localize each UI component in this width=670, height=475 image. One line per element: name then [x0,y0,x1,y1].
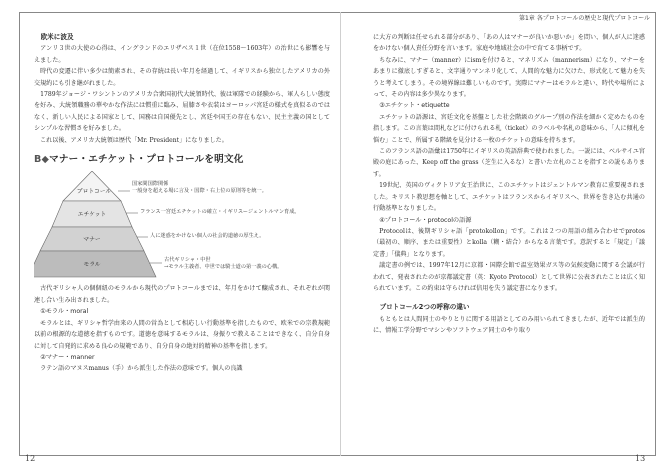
tier-label-moral: モラル [83,262,101,269]
tier-label-etiquette: エチケット [77,212,107,219]
paragraph: エチケットの語源は、宮廷文化を基盤とした社会階級のグループ別の作法を細かく定めたものを指します。この言葉は間札などに付けられる札（ticket）のラベルや名札の意味から、「人に傾札を悩む」ことで、所属する階級を見分ける一枚のチケットの意味を持ちます。 [373,113,645,144]
pyramid-diagram [34,171,330,279]
tier-label-manner: マナー [83,237,101,244]
section-title-text: マナー・エチケット・プロトコールを明文化 [49,154,244,166]
subheading-manner: ②マナー・manner [40,353,95,361]
paragraph: 議定書の例では、1997年12月に京都・国際会館で温室効果ガス等の気候変動に関する会議が行われて、発表されたのが京都議定書（英：Kyoto Protocol）として世界に公表されたことは広く知られています。この約束は守らければ信用を失う議定書になります。 [373,262,645,292]
tier-note-moral: 古代ギリシャ・中世 →モラル主義者、中世では騎士道の第一義の心構。 [164,257,283,271]
subheading-protocol: ④プロトコール・protocolの語源 [379,216,472,224]
paragraph: もともとは人間同士のやりとりに関する用語としてのみ用いられてきましたが、近年では派生的に、情報工学分野でマシンやソフトウェア同士のやり取り [373,315,645,335]
paragraph: モラルとは、ギリシャ哲学由来の人間の営為として相応しい行動基準を指したもので、欧米での宗教規範以前の根源的な道徳を指すものです。道徳を意味するモラルは、身振りで教えることはできなく、自分自身に対して自発的に求める良心の規範であり、自分自身の絶対的精神の基準を指します。 [34,319,330,350]
heading-two-names: プロトコール2つの呼称の違い [379,303,470,312]
right-page [373,32,645,337]
tier-label-protocol: プロトコール [76,189,112,196]
paragraph: これ以後、アメリカ大統領は歴代「Mr. President」になりました。 [40,136,228,144]
page-number-right: 13 [635,454,646,463]
heading-europe: 欧米に波及 [40,33,74,41]
paragraph: 1789年ジョージ・ワシントンのアメリカ合衆国初代大統領時代、彼は軍隊での経験から、軍人らしい態度を好み、大統領職務の華やかな作法には慣重に臨み、屈膝さや衣装はヨーロッパ宮廷の様式を真似るのではなく、新しい人民による国家として、国務は自国優先とし、宮廷や国王の存在もない、民主主義の国としてシンプルな習慣さを好みました。 [34,91,330,133]
paragraph: Protocolは、後期ギリシャ語「protokollon」です。これは２つの用語の組み合わせでprotos（最初の、順序、または重要性）とkolla（糊・結合）からなる言葉です。意訳すると「規定」「議定書」「儀典」となります。 [373,227,645,258]
paragraph: に大方の判断は任せられる部分があり、「あの人はマナーが良いか悪いか」を問い、個人が人に迷惑をかけない個人責任分野を言います。家庭や地域社会の中で育てる事柄です。 [373,34,645,53]
subheading-moral: ①モラル・moral [40,308,89,316]
paragraph: ちなみに、マナー（manner）にismを付けると、マネリズム（mannerism）になり、マナーをあまりに徹底しすぎると、文字通りマンネリ化して、人間的な魅力に欠けた、形式化して魅力を失うと考えてしまう。その境界線は難しいものです。実際にマナーはモラルと違い、時代や場所によって、その内容は多少異なります。 [373,56,645,99]
section-title [34,154,330,165]
left-page [34,32,330,375]
tier-note-protocol: 国家間国際関係 一般身を超える場に言及・国際・右上位の原則等を統一。 [132,181,267,195]
running-header: 第1章 各プロトコールの歴史と現代プロトコール [518,15,650,22]
subheading-etiquette: ③エチケット・etiquette [379,102,450,110]
page-number-left: 12 [25,454,36,463]
paragraph: ラテン語のマヌスmanus（手）から派生した作法の意味です。個人の良識 [40,365,243,373]
paragraph: アンリ３世の大使の心得は、イングランドのエリザベス１世（在位1558～1603年）の治世にも影響を与えました。 [34,45,330,64]
paragraph: 古代ギリシャ人の個個紐のモラルから現代のプロトコールまでは、年月をかけて醸成され、それぞれが関連し合い生み出されました。 [34,285,330,304]
tier-note-manner: 人に迷惑をかけない個人の社会的道徳の厚生え。 [150,233,265,240]
book-spine [340,12,341,456]
paragraph: このフランス語の語彙は1750年にイギリスの英語辞典で使われました。一説には、ベルサイユ宮殿の庭にあった、Keep off the grass（芝生に入るな）と書いた立札のことを指すとの説もあります。 [373,148,645,178]
paragraph: 19世紀、英国のヴィクトリア女王治世に、このエチケットはジェントルマン教育に重要視されました。キリスト教思想を軸として、エチケットはフランスからイギリスへ、世界を巻き込む共通の行動基準となりました。 [373,182,645,213]
tier-note-etiquette: フランス一宮廷エチケットの確立・イギリスージェントルマン育成。 [140,209,300,216]
section-mark: B◆ [34,154,50,166]
paragraph: 時代の変遷に伴い多少は簡素され、その存続は長い年月を経過して、イギリスから独立したアメリカの外交規約にも引き継がれました。 [34,68,330,87]
